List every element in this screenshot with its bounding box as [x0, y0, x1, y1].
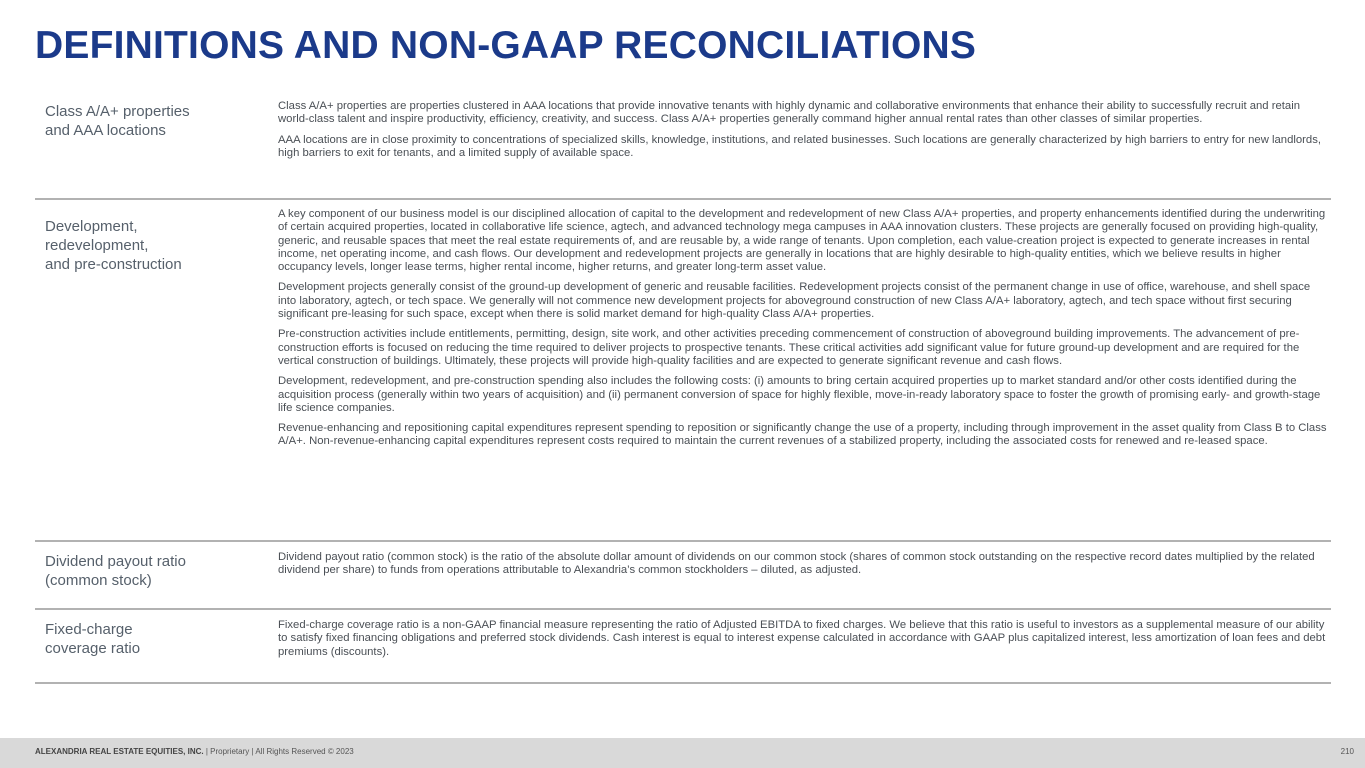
definition-row [35, 610, 1331, 684]
definition-text [278, 208, 1331, 540]
definition-term [35, 619, 278, 682]
definition-paragraph: Pre-construction activities include entitlements, permitting, design, site work, and other activities preceding commencement of construction of aboveground building improvements. The advancement of pre-construction efforts is focused on reducing the time required to deliver projects to prospective tenants. These critical activities add significant value for future ground-up development and are required for the vertical construction of buildings. Ultimately, these projects will provide high-quality facilities and are expected to generate significant revenue and cash flows. [278, 328, 1300, 367]
term-line: and pre-construction [45, 256, 182, 273]
definition-text [278, 619, 1331, 682]
term-line: Dividend payout ratio [45, 553, 186, 570]
definition-paragraph: Revenue-enhancing and repositioning capital expenditures represent spending to reposition or significantly change the use of a property, including through improvement in the asset quality from Class B to Class A/A+. Non-revenue-enhancing capital expenditures represent costs required to maintain the current revenues of a stabilized property, including the associated costs for renewed and re-leased space. [278, 422, 1327, 448]
term-line: and AAA locations [45, 122, 166, 139]
footer-company: ALEXANDRIA REAL ESTATE EQUITIES, INC. [35, 747, 204, 756]
term-line: Fixed-charge [45, 621, 133, 638]
page-title: DEFINITIONS AND NON-GAAP RECONCILIATIONS [35, 24, 977, 67]
term-line: (common stock) [45, 572, 152, 589]
definition-paragraph: AAA locations are in close proximity to concentrations of specialized skills, knowledge, institutions, and related businesses. Such locations are generally characterized by high barriers to entry for new landlords, high barriers to exit for tenants, and a limited supply of available space. [278, 133, 1321, 159]
definition-term [35, 551, 278, 608]
definition-text [278, 551, 1331, 608]
definition-row [35, 90, 1331, 200]
definitions-table [35, 90, 1331, 684]
footer-copyright [35, 747, 354, 756]
footer-rights: | Proprietary | All Rights Reserved © 2023 [203, 747, 354, 756]
definition-text [278, 100, 1331, 198]
definition-row [35, 200, 1331, 542]
definition-paragraph: Dividend payout ratio (common stock) is the ratio of the absolute dollar amount of dividends on our common stock (shares of common stock outstanding on the respective record dates multiplied by the related dividend per share) to funds from operations attributable to Alexandria’s common stockholders – diluted, as adjusted. [278, 551, 1315, 577]
term-line: Development, [45, 218, 138, 235]
definition-paragraph: Fixed-charge coverage ratio is a non-GAAP financial measure representing the ratio of Adjusted EBITDA to fixed charges. We believe that this ratio is useful to investors as a supplemental measure of our ability to satisfy fixed financing obligations and preferred stock dividends. Cash interest is equal to interest expense calculated in accordance with GAAP plus capitalized interest, less amortization of loan fees and debt premiums (discounts). [278, 619, 1326, 658]
definition-paragraph: A key component of our business model is our disciplined allocation of capital to the development and redevelopment of new Class A/A+ properties, and property enhancements identified during the underwriting of certain acquired properties, located in collaborative life science, agtech, and advanced technology mega campuses in AAA innovation clusters. These projects are generally focused on providing high-quality, generic, and reusable spaces that meet the real estate requirements of, and are reusable by, a wide range of tenants. Upon completion, each value-creation project is expected to generate increases in rental income, net operating income, and cash flows. Our development and redevelopment projects are generally in locations that are highly desirable to high-quality entities, which we believe results in higher occupancy levels, longer lease terms, higher rental income, higher returns, and greater long-term asset value. [278, 208, 1326, 274]
term-line: redevelopment, [45, 237, 149, 254]
definition-row [35, 542, 1331, 610]
definition-term [35, 208, 278, 540]
page-number: 210 [1340, 747, 1354, 756]
term-line: coverage ratio [45, 640, 141, 657]
term-line: Class A/A+ properties [45, 103, 190, 120]
definition-paragraph: Development projects generally consist of the ground-up development of generic and reusable facilities. Redevelopment projects consist of the permanent change in use of office, warehouse, and shell space into laboratory, agtech, or tech space. We generally will not commence new development projects for aboveground construction of new Class A/A+ laboratory, agtech, and tech space without first securing significant pre-leasing for such space, except when there is solid market demand for high-quality Class A/A+ properties. [278, 281, 1311, 321]
definition-paragraph: Development, redevelopment, and pre-construction spending also includes the following costs: (i) amounts to bring certain acquired properties up to market standard and/or other costs identified during the acquisition process (generally within two years of acquisition) and (ii) permanent conversion of space for highly flexible, move-in-ready laboratory space to foster the growth of promising early- and growth-stage life science companies. [278, 375, 1321, 414]
definition-term [35, 100, 278, 198]
definition-paragraph: Class A/A+ properties are properties clustered in AAA locations that provide innovative tenants with highly dynamic and collaborative environments that enhance their ability to successfully recruit and retain world-class talent and inspire productivity, efficiency, creativity, and success. Class A/A+ properties generally command higher annual rental rates than other classes of similar properties. [278, 100, 1300, 126]
footer-bar [0, 738, 1365, 768]
